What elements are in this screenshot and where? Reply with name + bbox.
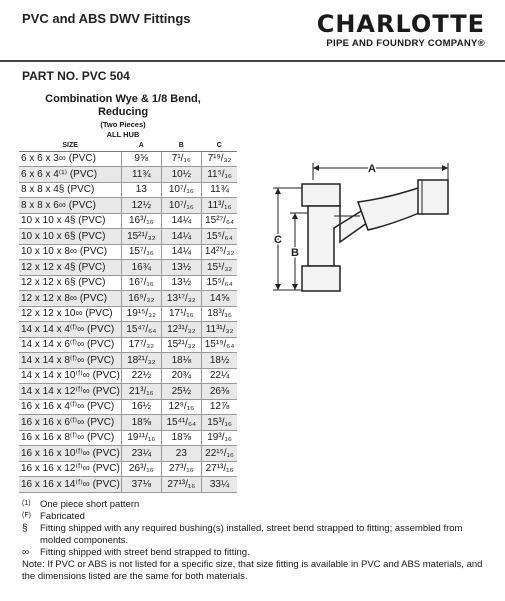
table-row [19, 260, 237, 276]
cell-a: 9⅝ [121, 151, 161, 167]
cell-a: 15²¹/₃₂ [121, 229, 161, 245]
wye-fitting-diagram [270, 158, 470, 308]
cell-c: 15⁵/₆₄ [201, 275, 237, 291]
cell-size: 14 x 14 x 8⁽ᶠ⁾∞ (PVC) [19, 353, 121, 369]
table-row [19, 353, 237, 369]
cell-a: 16⁷/₁₆ [121, 275, 161, 291]
cell-size: 12 x 12 x 6§ (PVC) [19, 275, 121, 291]
cell-b: 15²¹/₃₂ [161, 337, 201, 353]
cell-c: 15¹/₃₂ [201, 260, 237, 276]
cell-a: 37⅛ [121, 477, 161, 493]
cell-c: 26⅜ [201, 384, 237, 400]
cell-c: 33¼ [201, 477, 237, 493]
footnote [22, 523, 492, 547]
footnote-symbol: (F) [22, 512, 31, 519]
cell-size: 14 x 14 x 6⁽ᶠ⁾∞ (PVC) [19, 337, 121, 353]
cell-b: 10½ [161, 167, 201, 183]
header-a: A [121, 141, 161, 151]
cell-b: 14¼ [161, 244, 201, 260]
cell-c: 15⁵/₆₄ [201, 229, 237, 245]
caption-pieces: (Two Pieces) [100, 120, 146, 129]
cell-c: 18³/₁₆ [201, 306, 237, 322]
header-c: C [201, 141, 237, 151]
cell-c: 27¹³/₁₆ [201, 461, 237, 477]
cell-c: 22¼ [201, 368, 237, 384]
table-row [19, 446, 237, 462]
cell-c: 15¹⁹/₆₄ [201, 337, 237, 353]
cell-a: 22½ [121, 368, 161, 384]
cell-c: 11¾ [201, 182, 237, 198]
footnote-text: Fabricated [40, 511, 85, 522]
cell-size: 16 x 16 x 10⁽ᶠ⁾∞ (PVC) [19, 446, 121, 462]
cell-b: 7¹/₁₆ [161, 151, 201, 167]
part-number: PART NO. PVC 504 [22, 69, 130, 83]
table-row [19, 337, 237, 353]
table-row [19, 182, 237, 198]
table-row [19, 198, 237, 214]
cell-a: 16⁹/₃₂ [121, 291, 161, 307]
cell-a: 19¹¹/₁₆ [121, 430, 161, 446]
cell-size: 10 x 10 x 6§ (PVC) [19, 229, 121, 245]
table-row [19, 275, 237, 291]
cell-b: 18⅛ [161, 353, 201, 369]
cell-size: 16 x 16 x 4⁽ᶠ⁾∞ (PVC) [19, 399, 121, 415]
cell-c: 11³/₁₆ [201, 198, 237, 214]
charlotte-logo [317, 12, 485, 49]
logo-subtitle: PIPE AND FOUNDRY COMPANY® [326, 38, 485, 49]
cell-a: 15⁴⁷/₆₄ [121, 322, 161, 338]
materials-note: Note: If PVC or ABS is not listed for a specific size, that size fitting is available in PVC and ABS materials, and the dimensions listed are the same for both materials. [22, 559, 483, 582]
table-row [19, 399, 237, 415]
table-row [19, 368, 237, 384]
cell-b: 14¼ [161, 229, 201, 245]
table-row [19, 229, 237, 245]
cell-size: 12 x 12 x 4§ (PVC) [19, 260, 121, 276]
footnote-text: Fitting shipped with street bend strapped to fitting. [40, 547, 250, 558]
cell-size: 6 x 6 x 3∞ (PVC) [19, 151, 121, 167]
cell-size: 8 x 8 x 4§ (PVC) [19, 182, 121, 198]
cell-b: 13¹⁷/₃₂ [161, 291, 201, 307]
cell-a: 18⅝ [121, 415, 161, 431]
cell-size: 16 x 16 x 6⁽ᶠ⁾∞ (PVC) [19, 415, 121, 431]
header-divider [0, 60, 505, 62]
cell-size: 12 x 12 x 8∞ (PVC) [19, 291, 121, 307]
footnote-text: One piece short pattern [40, 499, 140, 510]
cell-b: 10⁷/₁₆ [161, 182, 201, 198]
dimension-label-a: A [368, 163, 376, 175]
cell-a: 23¼ [121, 446, 161, 462]
header-size: SIZE [19, 141, 121, 151]
cell-size: 10 x 10 x 4§ (PVC) [19, 213, 121, 229]
cell-size: 6 x 6 x 4⁽¹⁾ (PVC) [19, 167, 121, 183]
cell-b: 18⅝ [161, 430, 201, 446]
cell-a: 13 [121, 182, 161, 198]
cell-b: 13½ [161, 275, 201, 291]
cell-a: 11¾ [121, 167, 161, 183]
cell-a: 17⁷/₃₂ [121, 337, 161, 353]
logo-name: CHARLOTTE [316, 10, 485, 38]
cell-b: 12⁹/₁₆ [161, 399, 201, 415]
footnote-symbol: § [22, 523, 28, 534]
cell-size: 10 x 10 x 8∞ (PVC) [19, 244, 121, 260]
table-row [19, 167, 237, 183]
footnote [22, 511, 492, 523]
footnote [22, 499, 492, 511]
caption-hub: ALL HUB [106, 130, 140, 139]
caption-title: Combination Wye & 1/8 Bend, Reducing [45, 93, 201, 118]
dimension-label-b: B [291, 247, 299, 259]
cell-a: 21³/₁₆ [121, 384, 161, 400]
table-row [19, 322, 237, 338]
footnote-symbol: ∞ [22, 547, 30, 558]
table-row [19, 430, 237, 446]
cell-a: 26³/₁₆ [121, 461, 161, 477]
footnote-symbol: (1) [22, 500, 31, 507]
footnote [22, 547, 492, 559]
cell-a: 19¹⁵/₃₂ [121, 306, 161, 322]
cell-b: 25½ [161, 384, 201, 400]
footnote-text: Fitting shipped with any required bushing(s) installed, street bend strapped to fitting; assembled from molded components. [40, 523, 463, 546]
cell-a: 15⁷/₁₆ [121, 244, 161, 260]
table-row [19, 384, 237, 400]
cell-b: 17¹/₁₆ [161, 306, 201, 322]
dimension-label-c: C [274, 234, 282, 246]
cell-size: 16 x 16 x 14⁽ᶠ⁾∞ (PVC) [19, 477, 121, 493]
cell-b: 13½ [161, 260, 201, 276]
cell-a: 18²¹/₃₂ [121, 353, 161, 369]
page-header-title: PVC and ABS DWV Fittings [22, 11, 191, 26]
cell-b: 15⁴¹/₆₄ [161, 415, 201, 431]
cell-a: 16³/₁₆ [121, 213, 161, 229]
cell-c: 14⅝ [201, 291, 237, 307]
cell-b: 14¼ [161, 213, 201, 229]
table-row [19, 461, 237, 477]
table-row [19, 477, 237, 493]
header-b: B [161, 141, 201, 151]
cell-a: 12½ [121, 198, 161, 214]
cell-c: 22¹⁵/₁₆ [201, 446, 237, 462]
cell-c: 11³¹/₃₂ [201, 322, 237, 338]
table-row [19, 291, 237, 307]
cell-b: 27³/₁₆ [161, 461, 201, 477]
fitting-body [302, 180, 448, 291]
cell-size: 14 x 14 x 10⁽ᶠ⁾∞ (PVC) [19, 368, 121, 384]
cell-size: 14 x 14 x 4⁽ᶠ⁾∞ (PVC) [19, 322, 121, 338]
table-row [19, 151, 237, 167]
cell-c: 15³/₁₆ [201, 415, 237, 431]
cell-size: 14 x 14 x 12⁽ᶠ⁾∞ (PVC) [19, 384, 121, 400]
table-row [19, 244, 237, 260]
cell-b: 27¹³/₁₆ [161, 477, 201, 493]
cell-c: 18½ [201, 353, 237, 369]
cell-c: 19³/₁₆ [201, 430, 237, 446]
cell-size: 16 x 16 x 8⁽ᶠ⁾∞ (PVC) [19, 430, 121, 446]
cell-b: 23 [161, 446, 201, 462]
cell-c: 7¹⁹/₃₂ [201, 151, 237, 167]
cell-c: 11⁵/₁₆ [201, 167, 237, 183]
cell-b: 20¾ [161, 368, 201, 384]
footnotes [22, 499, 492, 583]
cell-c: 15²⁷/₆₄ [201, 213, 237, 229]
cell-a: 16½ [121, 399, 161, 415]
table-row [19, 213, 237, 229]
cell-c: 12⅞ [201, 399, 237, 415]
dimensions-table [19, 141, 237, 493]
cell-b: 12³¹/₃₂ [161, 322, 201, 338]
fitting-caption [20, 93, 226, 139]
cell-a: 16¾ [121, 260, 161, 276]
table-header-row [19, 141, 237, 151]
cell-b: 10⁷/₁₆ [161, 198, 201, 214]
cell-size: 12 x 12 x 10∞ (PVC) [19, 306, 121, 322]
table-row [19, 306, 237, 322]
cell-c: 14²⁵/₃₂ [201, 244, 237, 260]
cell-size: 8 x 8 x 6∞ (PVC) [19, 198, 121, 214]
cell-size: 16 x 16 x 12⁽ᶠ⁾∞ (PVC) [19, 461, 121, 477]
table-row [19, 415, 237, 431]
